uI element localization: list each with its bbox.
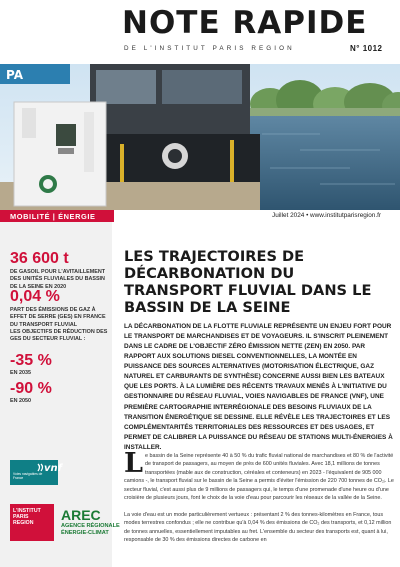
target-2050-value: -90 % (10, 380, 52, 397)
publication-title: NOTE RAPIDE (122, 5, 368, 41)
vnf-tagline: Voies navigables de France (13, 472, 43, 480)
target-2050-year: EN 2050 (10, 398, 31, 404)
website-link[interactable]: www.institutparisregion.fr (310, 212, 382, 219)
issue-number: N° 1012 (350, 44, 383, 53)
category-band (0, 210, 400, 222)
arec-line-1: AGENCE RÉGIONALE (61, 523, 120, 529)
ipr-line-2: PARIS (13, 514, 29, 521)
stat-ges-text: PART DES ÉMISSIONS DE GAZ À EFFET DE SERRE (GES) EN FRANCE DU TRANSPORT FLUVIAL (10, 307, 106, 328)
target-2035-year: EN 2035 (10, 370, 31, 376)
barge (90, 64, 260, 198)
target-2035-value: -35 % (10, 352, 52, 369)
paragraph-1-text: e bassin de la Seine représente 40 à 50 % du trafic fluvial national de marchandises et 80 % de l'activité de transport de passagers, au moyen de près de 600 unités fluviales. Avec 18,1 millions de tonnes transportées (mable aux de construction, céréales et conteneurs) en 2023 - l'équivalent de 905 000 camions -, le transport fluvial sur le bassin de la Seine a permis d'éviter l'émission de 220 700 tonnes de CO₂ᵢ. Le secteur fluvial, c'est aussi plus de 9 millions de passagers qui, le temps d'une promenade d'une heure ou d'une croisière de plusieurs jours, font le choix de la voie d'eau pour parcourir les réseaux de la vallée de la Seine. (124, 453, 394, 502)
arec-tagline (61, 523, 120, 537)
vnf-wordmark: vnf (44, 463, 62, 474)
stat-gasoil-text: DE GASOIL POUR L'AVITAILLEMENT DES UNITÉS FLUVIALES DU BASSIN DE LA SEINE EN 2020 (10, 269, 106, 290)
vnf-logo (10, 460, 62, 485)
svg-text:PA: PA (6, 68, 23, 82)
category-label: MOBILITÉ | ÉNERGIE (10, 211, 96, 221)
category-tag (0, 210, 114, 222)
objectives-text: LES OBJECTIFS DE RÉDUCTION DES GES DU SECTEUR FLUVIAL : (10, 329, 108, 343)
publication-subtitle: DE L'INSTITUT PARIS REGION (124, 45, 295, 52)
key-figures-sidebar (0, 222, 120, 567)
ipr-line-1: L'INSTITUT (13, 508, 41, 514)
hero-photo (0, 64, 400, 210)
publication-date: Juillet 2024 • (272, 212, 309, 219)
river (245, 116, 400, 210)
hero-illustration (0, 64, 400, 210)
article-paragraph-1 (124, 448, 394, 503)
stat-ges-value: 0,04 % (10, 288, 60, 305)
institut-paris-region-logo (10, 504, 54, 541)
article-title: LES TRAJECTOIRES DE DÉCARBONATION DU TRANSPORT FLUVIAL DANS LE BASSIN DE LA SEINE (124, 248, 372, 317)
ipr-line-3: REGION (13, 520, 34, 527)
article-paragraph-2: La voie d'eau est un mode particulièrement vertueux : présentant 2 % des tonnes-kilomètres en France, tous modes terrestres confondus ; elle ne contribue qu'à 0,04 % des émissions de CO₂ des transports, et 0,12 million de tonnes annuelles, essentiellement imputables au fret. L'ensemble du secteur des transports est, quant à lui, responsable de 30 % des émissions directes de carbone en (124, 512, 392, 544)
article-lead: LA DÉCARBONATION DE LA FLOTTE FLUVIALE REPRÉSENTE UN ENJEU FORT POUR LE TRANSPORT DE MARCHANDISES ET DE VOYAGEURS. IL S'INSCRIT PLEINEMENT DANS LE CADRE DE L'OBJECTIF ZÉRO ÉMISSION NETTE (ZEN) EN 2050. PAR RAPPORT AUX SOLUTIONS DIESEL CONVENTIONNELLES, LA MONTÉE EN PUISSANCE DES SOURCES ALTERNATIVES (MOTORISATION ÉLECTRIQUE, GAZ NATUREL ET CARBURANTS DE SYNTHÈSE) CONCERNE AUSSI BIEN LES BATEAUX QUE LES PORTS. À LA LUMIÈRE DES RÉCENTS TRAVAUX MENÉS À L'INITIATIVE DU GESTIONNAIRE DU RÉSEAU FLUVIAL, VOIES NAVIGABLES DE FRANCE (VNF), UNE PREMIÈRE CARTOGRAPHIE INTERRÉGIONALE DES BESOINS FLUVIAUX DE LA TRANSITION ÉNERGÉTIQUE SE DESSINE. ELLE RÉVÈLE LES TRAJECTOIRES ET LES COMPLÉMENTARITÉS TERRITORIALES DES RESSOURCES ET DES USAGES, ET PERMET DE CALIBRER LA PUISSANCE DU RÉSEAU DE STATIONS MULTI-ÉNERGIES À INSTALLER. (124, 323, 393, 451)
arec-logo: AREC (61, 507, 101, 523)
masthead (0, 0, 400, 64)
stat-gasoil-value: 36 600 t (10, 250, 69, 267)
arec-line-2: ÉNERGIE-CLIMAT (61, 529, 109, 536)
ipr-wordmark (13, 508, 41, 526)
drop-cap: L (124, 448, 143, 479)
